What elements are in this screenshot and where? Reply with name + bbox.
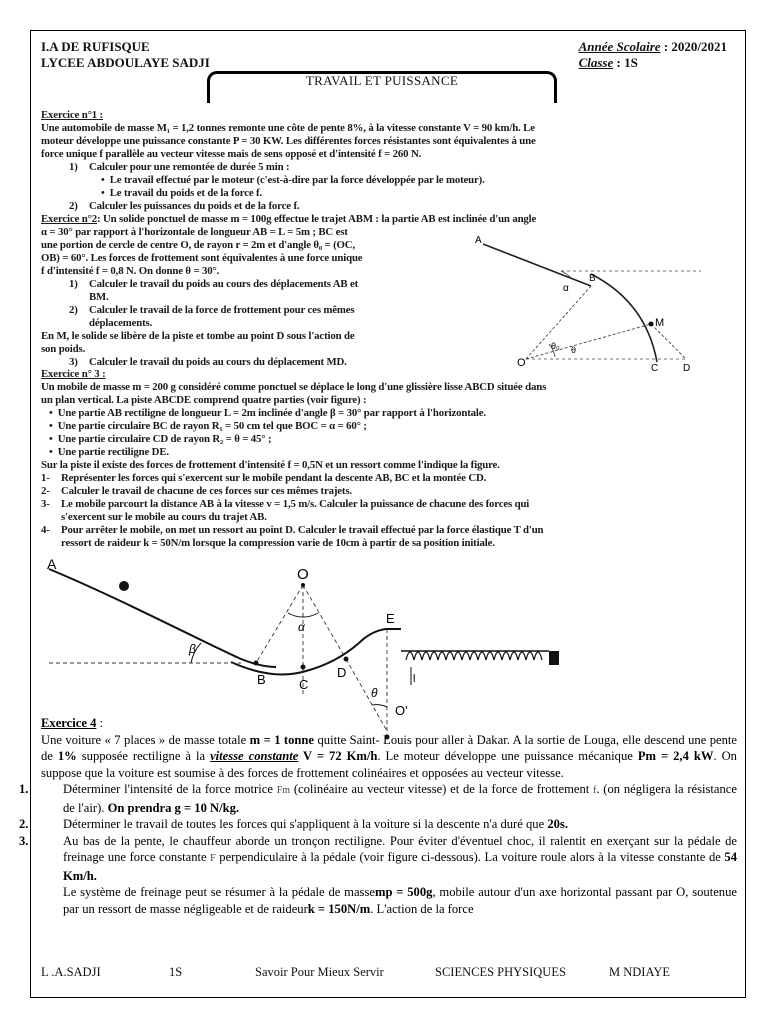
ex3-spring [406,652,542,660]
ex4-question-3: 3. Au bas de la pente, le chauffeur aborde un tronçon rectiligne. Pour éviter d'éventuel choc, il ralentit en exerçant sur la pédale de freinage une force constante F perpendiculaire à la pédale (voir figure ci-dessous). La voiture roule alors à la vitesse constante de 54 Km/h. [19,833,737,883]
ex2-point-m [649,322,654,327]
ex1-bullet-2: • Le travail du poids et de la force f. [101,187,263,199]
ex3-label-o: O [297,566,309,583]
ex2-label-theta0: θ₀ [551,341,560,351]
ex3-label-o-prime: O' [395,703,408,718]
ex3-wall [549,651,559,665]
ex3-bullet-4: • Une partie rectiligne DE. [49,446,169,458]
ex3-bullet-3: • Une partie circulaire CD de rayon R₂ = θ = 45° ; [49,433,272,445]
ex2-label-d: D [683,363,691,374]
ex3-label-a: A [47,556,57,572]
ex3-bullet-1: • Une partie AB rectiligne de longueur L = 2m inclinée d'angle β = 30° par rapport à l'horizontale. [49,407,486,419]
ex3-question-2: 2- Calculer le travail de chacune de ces forces sur ces mêmes trajets. [41,485,352,497]
annee-value: : 2020/2021 [663,39,727,54]
ex3-title: Exercice n° 3 : [41,368,106,380]
ex3-question-4: 4- Pour arrêter le mobile, on met un ressort au point D. Calculer le travail effectué par la force élastique T d'un [41,524,544,536]
page-title: TRAVAIL ET PUISSANCE [305,73,459,88]
ex3-track-de [359,629,401,643]
ex3-label-c: C [299,677,309,692]
ex2-line-1: : Un solide ponctuel de masse m = 100g effectue le trajet ABM : la partie AB est inclinée d'un angle [97,213,537,225]
ex2-line-2: α = 30° par rapport à l'horizontale de longueur AB = L = 5m ; BC est [41,226,348,238]
ex1-line-2: moteur développe une puissance constante P = 30 KW. Les différentes forces résistantes sont équivalentes à une [41,135,536,147]
ex2-track-ab [483,244,591,286]
footer-class: 1S [169,965,183,979]
footer-teacher: M NDIAYE [609,965,670,979]
ex3-line-3: Sur la piste il existe des forces de frottement d'intensité f = 0,5N et un ressort comme l'indique la figure. [41,459,500,471]
ex4-title: Exercice 4 [41,716,97,730]
exercise-1 [41,109,731,213]
year-class-header [579,39,727,71]
ex4-question-1: 1. Déterminer l'intensité de la force motrice Fm (colinéaire au vecteur vitesse) et de la force de frottement f. (on négligera la résistance de l'air). On prendra g = 10 N/kg. [19,782,737,815]
ex2-line-5: f d'intensité f = 0,8 N. On donne θ = 30°. [41,265,220,277]
ex3-label-e: E [386,611,395,626]
ex3-label-alpha: α [298,620,305,634]
ex4-intro: Une voiture « 7 places » de masse totale m = 1 tonne quitte Saint- Louis pour aller à Dakar. A la sortie de Louga, elle descend une pente de 1% supposée rectiligne à la vitesse constante V = 72 Km/h. Le moteur développe une puissance mécanique Pm = 2,4 kW. On suppose que la voiture est soumise à des forces de frottement colinéaires et opposées au vecteur vitesse. [41,732,738,780]
exam-page [19,30,746,998]
ex1-question-1: 1) Calculer pour une remontée de durée 5 min : [69,161,290,173]
ex2-question-3: 3) Calculer le travail du poids au cours du déplacement MD. [69,356,347,368]
ex2-label-o: O [517,357,526,369]
ex3-question-3-cont: s'exercent sur le mobile au cours du trajet AB. [61,511,267,523]
exercise-4: Exercice 4 : Une voiture « 7 places » de masse totale m = 1 tonne quitte Saint- Louis pour aller à Dakar. A la sortie de Louga, elle descend une pente de 1% supposée rectiligne à la vitesse constante V = 72 Km/h. Le moteur développe une puissance mécanique Pm = 2,4 kW. On suppose que la voiture est soumise à des forces de frottement colinéaires et opposées au vecteur vitesse. 1. Déterminer l'intensité de la force motrice Fm (colinéaire au vecteur vitesse) et de la force de frottement f. (on négligera la résistance de l'air). On prendra g = 10 N/kg. 2. Déterminer le travail de toutes les forces qui s'appliquent à la voiture si la descente n'a duré que 20s. 3. Au bas de la pente, le chauffeur aborde un tronçon rectiligne. Pour éviter d'éventuel choc, il ralentit en exerçant sur la pédale de freinage une force constante F perpendiculaire à la pédale (voir figure ci-dessous). La voiture roule alors à la vitesse constante de 54 Km/h. Le système de freinage peut se résumer à la pédale de massemp = 500g, mobile autour d'un axe horizontal passant par O, soutenue par un ressort de masse négligeable et de raideurk = 150N/m. L'action de la force [19,716,738,916]
school-name: I.A DE RUFISQUE [41,39,150,54]
ex3-track-ab [49,569,276,667]
ex3-label-d: D [337,665,347,680]
ex3-radius-od [303,585,346,659]
ex1-title: Exercice n°1 : [41,109,103,121]
ex3-line-1: Un mobile de masse m = 200 g considéré comme ponctuel se déplace le long d'une glissière lisse ABCD située dans [41,381,547,393]
ex2-line-3: une portion de cercle de centre O, de rayon r = 2m et d'angle θ₀ = (OC, [41,239,355,251]
footer-author: L .A.SADJI [41,965,101,979]
ex3-question-1: 1- Représenter les forces qui s'exercent sur le mobile pendant la descente AB, BC et la montée CD. [41,472,487,484]
ex2-question-1: 1) Calculer le travail du poids au cours des déplacements AB et [69,278,359,290]
ex2-label-alpha: α [563,283,569,294]
classe-label: Classe [578,55,614,70]
ex4-question-3-cont: Le système de freinage peut se résumer à la pédale de massemp = 500g, mobile autour d'un axe horizontal passant par O, soutenue par un ressort de masse négligeable et de raideurk = 150N/m. L'action de la force [63,885,737,916]
ex2-title: Exercice n°2 [41,213,97,225]
ex2-mid-2: son poids. [41,343,86,355]
ex2-track-bc [591,274,657,362]
exercise-3 [41,368,731,550]
footer-subject: SCIENCES PHYSIQUES [435,965,566,979]
ex2-figure [471,229,721,374]
ex1-line-3: force unique f parallèle au vecteur vitesse mais de sens opposé et d'intensité f = 260 N. [41,148,422,160]
ex1-line-1: Une automobile de masse M₁ = 1,2 tonnes remonte une côte de pente 8%, à la vitesse constante V = 90 km/h. Le [41,122,535,134]
ex3-question-4-cont: ressort de raideur k = 50N/m lorsque la compression varie de 10cm à partir de sa position initiale. [61,537,495,549]
classe-value: : 1S [616,55,638,70]
ex3-bullet-2: • Une partie circulaire BC de rayon R₁ = 50 cm tel que BOC = α = 60° ; [49,420,367,432]
ex2-fall-md [651,324,686,359]
ex2-label-theta: θ [571,345,577,355]
ex2-mid-1: En M, le solide se libère de la piste et tombe au point D sous l'action de [41,330,355,342]
ex3-question-3: 3- Le mobile parcourt la distance AB à la vitesse v = 1,5 m/s. Calculer la puissance de chacune des forces qui [41,498,530,510]
school-header [41,39,210,71]
ex2-line-4: OB) = 60°. Les forces de frottement sont équivalentes à une force unique [41,252,363,264]
exercise-2-first-line [41,213,731,226]
ex3-figure [41,556,731,719]
lycee-name: LYCEE ABDOULAYE SADJI [41,55,210,70]
exercise-2 [41,226,481,369]
ex3-line-2: un plan vertical. La piste ABCDE comprend quatre parties (voir figure) : [41,394,367,406]
ex2-question-2-cont: déplacements. [89,317,153,329]
ex2-question-1-cont: BM. [89,291,109,303]
annee-label: Année Scolaire [578,39,661,54]
ex3-mobile [119,581,129,591]
ex3-label-b: B [257,672,266,687]
ex3-label-l: l [413,673,416,685]
ex1-question-2: 2) Calculer les puissances du poids et de la force f. [69,200,300,212]
ex3-label-theta: θ [371,686,378,700]
ex4-question-2: 2. Déterminer le travail de toutes les forces qui s'appliquent à la voiture si la descente n'a duré que 20s. [19,817,568,831]
ex3-label-beta: β [189,642,196,656]
ex1-bullet-1: • Le travail effectué par le moteur (c'est-à-dire par la force développée par le moteur). [101,174,485,186]
ex2-radius-om [526,324,651,359]
ex2-label-c: C [651,363,659,374]
ex2-label-m: M [655,317,665,329]
ex2-label-b: B [589,273,596,284]
footer-motto: Savoir Pour Mieux Servir [255,965,384,979]
ex3-radius-ob [256,585,303,663]
ex2-question-2: 2) Calculer le travail de la force de frottement pour ces mêmes [69,304,355,316]
ex2-label-a: A [475,235,482,246]
